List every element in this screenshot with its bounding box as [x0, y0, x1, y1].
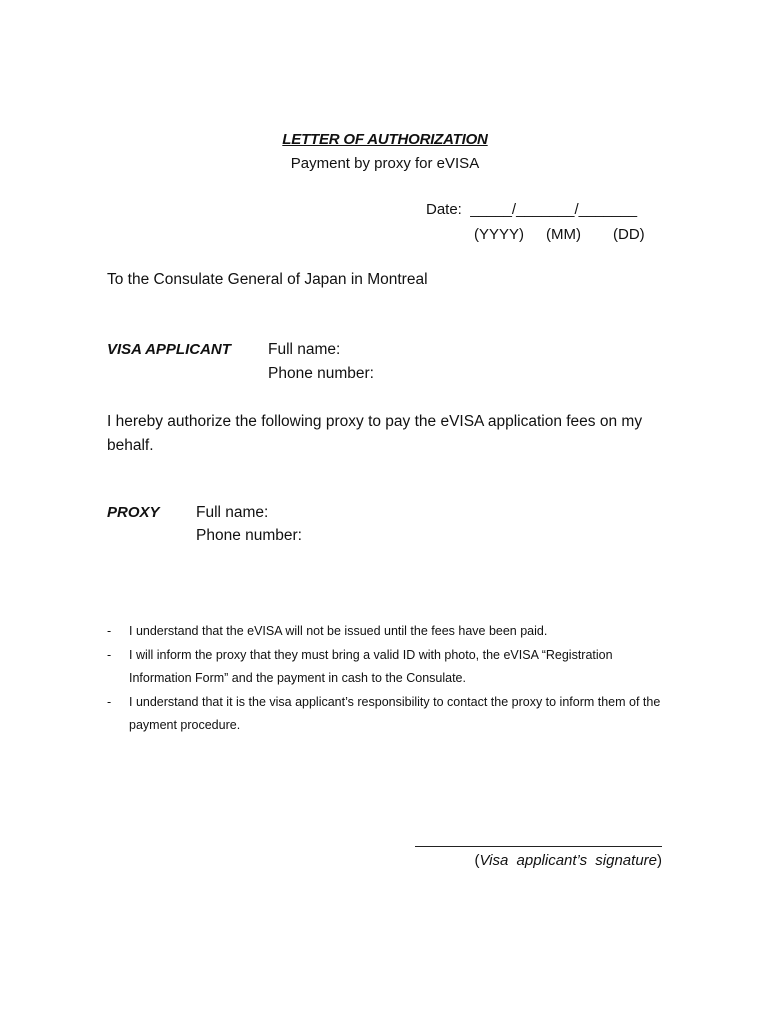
letter-title: LETTER OF AUTHORIZATION [282, 131, 488, 148]
bullet-dash: - [107, 647, 112, 662]
signature-open-paren: ( [474, 852, 480, 869]
date-label: Date: [426, 201, 462, 218]
applicant-phone-label: Phone number: [268, 365, 374, 382]
authorization-text: I hereby authorize the following proxy to pay the eVISA application fees on my behalf. [107, 413, 643, 454]
proxy-label: PROXY [107, 504, 160, 521]
date-format-labels [474, 226, 645, 243]
date-part-month: (MM) [546, 226, 581, 243]
condition-text: I will inform the proxy that they must bring a valid ID with photo, the eVISA “Registration Information Form” and the payment in cash to the Consulate. [129, 647, 613, 685]
proxy-full-name-label: Full name: [196, 504, 269, 521]
addressee: To the Consulate General of Japan in Montreal [107, 271, 428, 288]
conditions-list [107, 620, 667, 738]
list-item [107, 620, 667, 644]
condition-text: I understand that the eVISA will not be issued until the fees have been paid. [129, 624, 548, 638]
signature-caption-text: Visa applicant’s signature [479, 852, 657, 869]
visa-applicant-label: VISA APPLICANT [107, 341, 231, 358]
date-part-day: (DD) [613, 226, 645, 243]
signature-close-paren: ) [657, 852, 662, 869]
signature-caption [415, 852, 662, 869]
date-part-year: (YYYY) [474, 226, 525, 243]
bullet-dash: - [107, 624, 112, 638]
date-blanks: _____/_______/_______ [470, 201, 638, 218]
applicant-full-name-label: Full name: [268, 341, 341, 358]
proxy-phone-label: Phone number: [196, 527, 302, 544]
condition-text: I understand that it is the visa applicant’s responsibility to contact the proxy to inform them of the payment procedure. [129, 694, 661, 732]
signature-line [415, 846, 662, 847]
date-field [426, 201, 637, 218]
list-item [107, 644, 667, 691]
bullet-dash: - [107, 694, 112, 709]
list-item [107, 691, 667, 738]
letter-subtitle: Payment by proxy for eVISA [290, 155, 480, 172]
